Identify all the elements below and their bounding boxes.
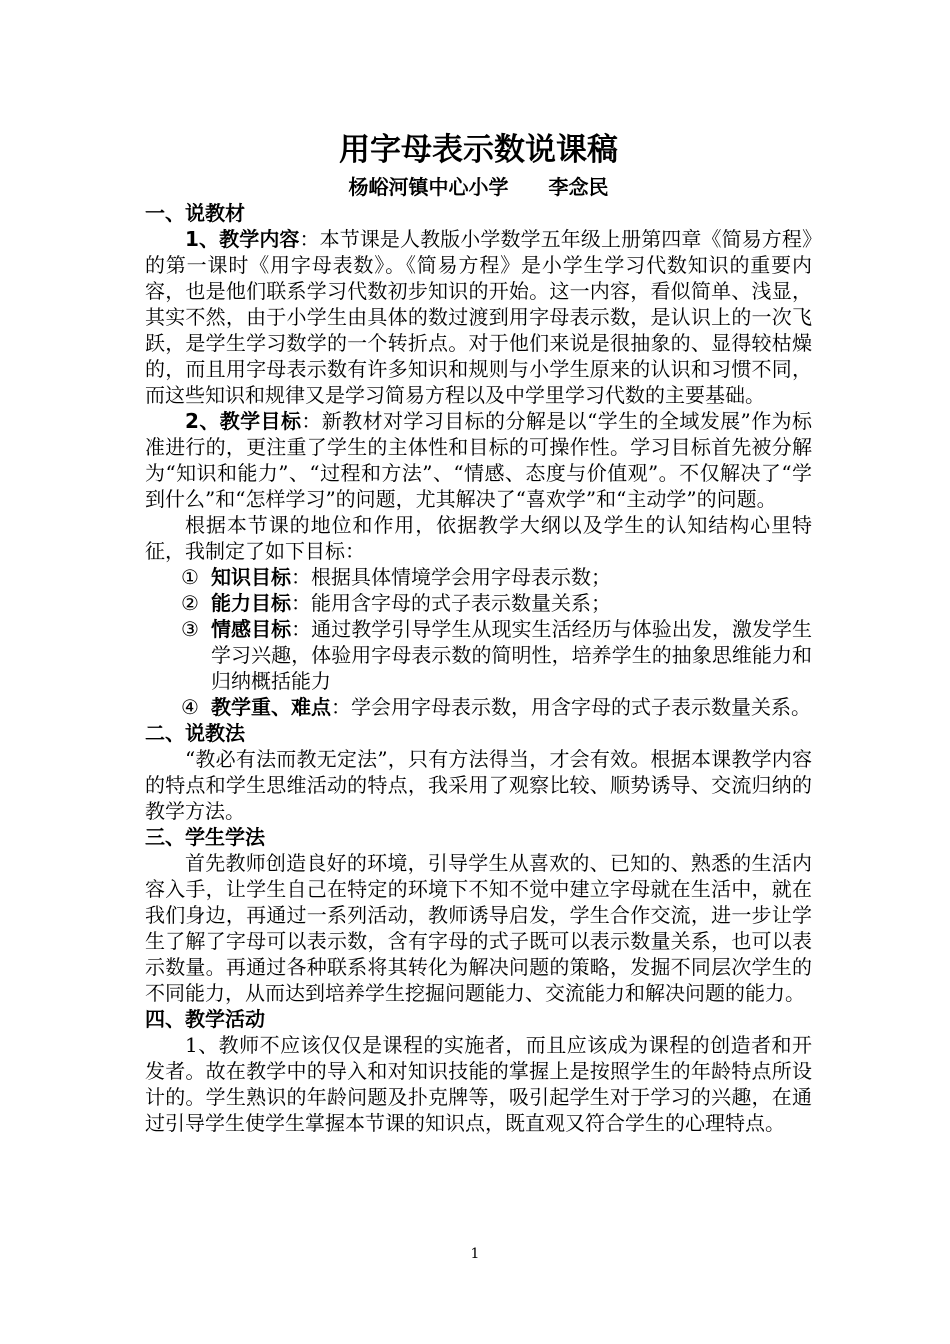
label-teaching-goals: 2、教学目标 bbox=[185, 409, 302, 433]
section-heading-teaching-material: 一、说教材 bbox=[145, 201, 245, 225]
page-number: 1 bbox=[470, 1246, 480, 1262]
goal-text: ：能用含字母的式子表示数量关系； bbox=[291, 591, 611, 615]
paragraph-teaching-method: “教必有法而教无定法”，只有方法得当，才会有效。根据本课教学内容的特点和学生思维活动的特点，我采用了观察比较、顺势诱导、交流归纳的教学方法。 bbox=[145, 747, 812, 823]
goal-number: ② bbox=[181, 591, 199, 615]
paragraph-teaching-goals bbox=[145, 408, 812, 512]
paragraph-learning-method: 首先教师创造良好的环境，引导学生从喜欢的、已知的、熟悉的生活内容入手，让学生自己在特定的环境下不知不觉中建立字母就在生活中，就在我们身边，再通过一系列活动，教师诱导启发，学生合作交流，进一步让学生了解了字母可以表示数，含有字母的式子既可以表示数量关系，也可以表示数量。再通过各种联系将其转化为解决问题的策略，发掘不同层次学生的不同能力，从而达到培养学生挖掘问题能力、交流能力和解决问题的能力。 bbox=[145, 851, 812, 1005]
goal-item bbox=[181, 694, 812, 720]
goal-content bbox=[211, 590, 812, 616]
goal-item bbox=[181, 590, 812, 616]
text-teaching-content: ：本节课是人教版小学数学五年级上册第四章《简易方程》的第一课时《用字母表数》。《简易方程》是小学生学习代数知识的重要内容，也是他们联系学习代数初步知识的开始。这一内容，看似简单、浅显，其实不然，由于小学生由具体的数过渡到用字母表示数，是认识上的一次飞跃，是学生学习数学的一个转折点。对于他们来说是很抽象的、显得较枯燥的，而且用字母表示数有许多知识和规则与小学生原来的认识和习惯不同，而这些知识和规律又是学习简易方程以及中学里学习代数的主要基础。 bbox=[145, 227, 812, 407]
section-heading-teaching-activity: 四、教学活动 bbox=[145, 1007, 265, 1031]
section-heading-learning-method: 三、学生学法 bbox=[145, 825, 265, 849]
paragraph-teaching-activity: 1、教师不应该仅仅是课程的实施者，而且应该成为课程的创造者和开发者。故在教学中的导入和对知识技能的掌握上是按照学生的年龄特点所设计的。学生熟识的年龄问题及扑克牌等，吸引起学生对于学习的兴趣，在通过引导学生使学生掌握本节课的知识点，既直观又符合学生的心理特点。 bbox=[145, 1033, 812, 1135]
label-teaching-content: 1、教学内容 bbox=[185, 227, 300, 251]
goal-content bbox=[211, 616, 812, 694]
goal-label: 情感目标 bbox=[211, 617, 292, 641]
goal-label: 能力目标 bbox=[211, 591, 291, 615]
goal-item bbox=[181, 564, 812, 590]
goal-text: ：根据具体情境学会用字母表示数； bbox=[291, 565, 611, 589]
document-title: 用字母表示数说课稿 bbox=[339, 132, 618, 168]
goal-number: ③ bbox=[181, 617, 199, 641]
goal-text: ：学会用字母表示数，用含字母的式子表示数量关系。 bbox=[331, 695, 811, 719]
author-school: 杨峪河镇中心小学 bbox=[348, 175, 509, 199]
paragraph-goals-intro: 根据本节课的地位和作用，依据教学大纲以及学生的认知结构心里特征，我制定了如下目标： bbox=[145, 513, 812, 563]
goal-number: ① bbox=[181, 565, 199, 589]
goal-label: 教学重、难点 bbox=[211, 695, 331, 719]
goal-label: 知识目标 bbox=[211, 565, 291, 589]
text-teaching-goals: ：新教材对学习目标的分解是以“学生的全域发展”作为标准进行的，更注重了学生的主体性和目标的可操作性。学习目标首先被分解为“知识和能力”、“过程和方法”、“情感、态度与价值观”。不仅解决了“学到什么”和“怎样学习”的问题，尤其解决了“喜欢学”和“主动学”的问题。 bbox=[145, 409, 813, 511]
goal-text: ：通过教学引导学生从现实生活经历与体验出发，激发学生学习兴趣，体验用字母表示数的简明性，培养学生的抽象思维能力和归纳概括能力 bbox=[211, 617, 813, 693]
goal-item bbox=[181, 616, 812, 694]
author-name: 李念民 bbox=[548, 175, 609, 199]
section-heading-teaching-method: 二、说教法 bbox=[145, 721, 245, 745]
goal-content bbox=[211, 694, 812, 720]
goal-number: ④ bbox=[181, 695, 199, 719]
document-page bbox=[145, 130, 812, 1136]
paragraph-teaching-content bbox=[145, 226, 812, 408]
goal-content bbox=[211, 564, 812, 590]
author-line bbox=[145, 174, 812, 200]
